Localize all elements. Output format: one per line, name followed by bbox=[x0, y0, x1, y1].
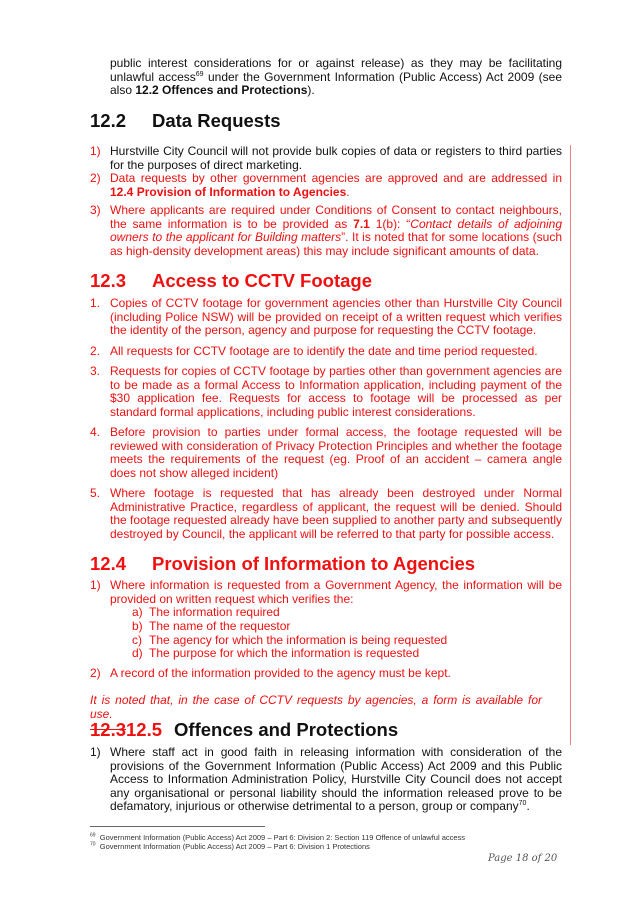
cross-reference: 12.4 Provision of Information to Agencies bbox=[110, 184, 347, 199]
footnote-text: Government Information (Public Access) Act 2009 – Part 6: Division 1 Protections bbox=[99, 842, 370, 851]
list-item bbox=[90, 171, 562, 199]
item-text: . bbox=[526, 799, 530, 814]
footnote-separator bbox=[90, 826, 265, 827]
item-text: Requests for copies of CCTV footage by parties other than government agencies are to be made as a formal Access to Information application, including payment of the $30 application fee. Requests for access to footage will be processed as per standard formal applications, including public interest considerations. bbox=[110, 364, 562, 419]
item-number: 2) bbox=[90, 171, 101, 185]
list-item bbox=[90, 144, 562, 172]
item-letter: c) bbox=[132, 633, 142, 647]
heading-number: 12.2 bbox=[90, 110, 127, 131]
heading-number: 12.5 bbox=[126, 719, 163, 740]
item-text: Where footage is requested that has already been destroyed under Normal Administrative Practice, regardless of applicant, the request will be denied. Should the footage requested already have been supplied to another party and subsequently destroyed by Council, the applicant will be referred to that party for possible access. bbox=[110, 486, 562, 541]
item-text: Hurstville City Council will not provide bulk copies of data or registers to third parties for the purposes of direct marketing. bbox=[110, 144, 562, 172]
heading-title: Offences and Protections bbox=[174, 719, 399, 740]
list-item bbox=[90, 486, 562, 541]
item-number: 2) bbox=[90, 666, 101, 680]
item-text: The agency for which the information is being requested bbox=[149, 633, 448, 647]
item-number: 1) bbox=[90, 745, 101, 759]
list-item bbox=[90, 364, 562, 419]
revision-change-bar bbox=[570, 145, 571, 745]
text: public interest considerations for or against release) as they may be facilitating unlawful access bbox=[110, 56, 562, 84]
item-text: Where information is requested from a Government Agency, the information will be provided on written request which verifies the: bbox=[110, 578, 562, 606]
heading-12-3 bbox=[90, 271, 372, 291]
heading-12-4 bbox=[90, 554, 475, 574]
sub-item bbox=[132, 646, 562, 661]
text: ). bbox=[307, 83, 315, 98]
footnote-number: 70 bbox=[90, 841, 96, 848]
item-text: Data requests by other government agencies are approved and are addressed in bbox=[110, 171, 562, 185]
footnote-ref[interactable]: 70 bbox=[518, 800, 527, 808]
footnote-number: 69 bbox=[90, 832, 96, 839]
quote: Contact details of adjoining owners to the applicant for Building matters bbox=[110, 216, 563, 245]
intro-paragraph bbox=[110, 57, 562, 98]
cross-reference: 12.2 Offences and Protections bbox=[135, 83, 308, 98]
item-number: 1) bbox=[90, 144, 101, 158]
item-letter: a) bbox=[132, 605, 143, 619]
item-letter: d) bbox=[132, 646, 143, 660]
text: under the Government Information (Public Access) Act 2009 (see also bbox=[110, 69, 562, 98]
footnote-text: Government Information (Public Access) Act 2009 – Part 6: Division 2: Section 119 Offence of unlawful access bbox=[99, 833, 466, 842]
item-text: A record of the information provided to the agency must be kept. bbox=[110, 666, 451, 680]
item-number: 4. bbox=[90, 425, 101, 439]
list-item bbox=[90, 578, 562, 606]
item-text: The information required bbox=[149, 605, 280, 619]
list-item bbox=[90, 745, 562, 814]
footnote-ref[interactable]: 69 bbox=[195, 70, 204, 78]
list-item bbox=[90, 344, 562, 359]
heading-12-5 bbox=[90, 720, 398, 740]
cross-reference: 7.1 bbox=[353, 216, 370, 231]
item-text: The name of the requestor bbox=[149, 619, 291, 633]
item-number: 5. bbox=[90, 486, 101, 500]
footnote bbox=[90, 833, 465, 842]
cctv-note: It is noted that, in the case of CCTV requests by agencies, a form is available for use. bbox=[90, 693, 542, 721]
item-text: ”. It is noted that for some locations (such as high-density development areas) this may include significant amounts of data. bbox=[110, 230, 562, 258]
item-number: 1. bbox=[90, 296, 101, 310]
heading-12-2 bbox=[90, 111, 281, 131]
item-text: 1(b): “ bbox=[369, 216, 411, 231]
item-text: The purpose for which the information is requested bbox=[149, 646, 420, 660]
item-number: 1) bbox=[90, 578, 101, 592]
item-letter: b) bbox=[132, 619, 143, 633]
item-text: Where applicants are required under Conditions of Consent to contact neighbours, the same information is to be provided as bbox=[110, 203, 562, 231]
page-number: Page 18 of 20 bbox=[488, 853, 558, 864]
heading-number: 12.3 bbox=[90, 270, 127, 291]
item-number: 3) bbox=[90, 203, 101, 217]
footnote bbox=[90, 842, 370, 851]
list-item bbox=[90, 203, 563, 258]
item-text: . bbox=[346, 184, 350, 199]
item-text: All requests for CCTV footage are to identify the date and time period requested. bbox=[110, 344, 538, 358]
heading-title: Access to CCTV Footage bbox=[152, 270, 372, 291]
heading-number: 12.4 bbox=[90, 553, 127, 574]
list-item bbox=[90, 425, 562, 480]
heading-title: Provision of Information to Agencies bbox=[152, 553, 476, 574]
item-text: Before provision to parties under formal access, the footage requested will be reviewed with consideration of Privacy Protection Principles and whether the footage meets the requirements of the request (eg. Proof of an accident – camera angle does not show alleged incident) bbox=[110, 425, 562, 480]
item-number: 3. bbox=[90, 364, 101, 378]
list-item bbox=[90, 296, 562, 338]
item-text: Where staff act in good faith in releasing information with consideration of the provisions of the Government Information (Public Access) Act 2009 and this Public Access to Information Administration Policy, Hurstville City Council does not accept any organisational or personal liability should the information released prove to be defamatory, injurious or otherwise detrimental to a person, group or company bbox=[110, 745, 562, 814]
heading-title: Data Requests bbox=[152, 110, 281, 131]
sub-item bbox=[132, 619, 562, 634]
sub-item bbox=[132, 605, 562, 620]
item-number: 2. bbox=[90, 344, 101, 358]
deleted-heading-number: 12.3 bbox=[90, 719, 127, 740]
item-text: Copies of CCTV footage for government agencies other than Hurstville City Council (including Police NSW) will be provided on receipt of a written request which verifies the identity of the person, agency and purpose for requesting the CCTV footage. bbox=[110, 296, 562, 338]
list-item bbox=[90, 666, 562, 681]
